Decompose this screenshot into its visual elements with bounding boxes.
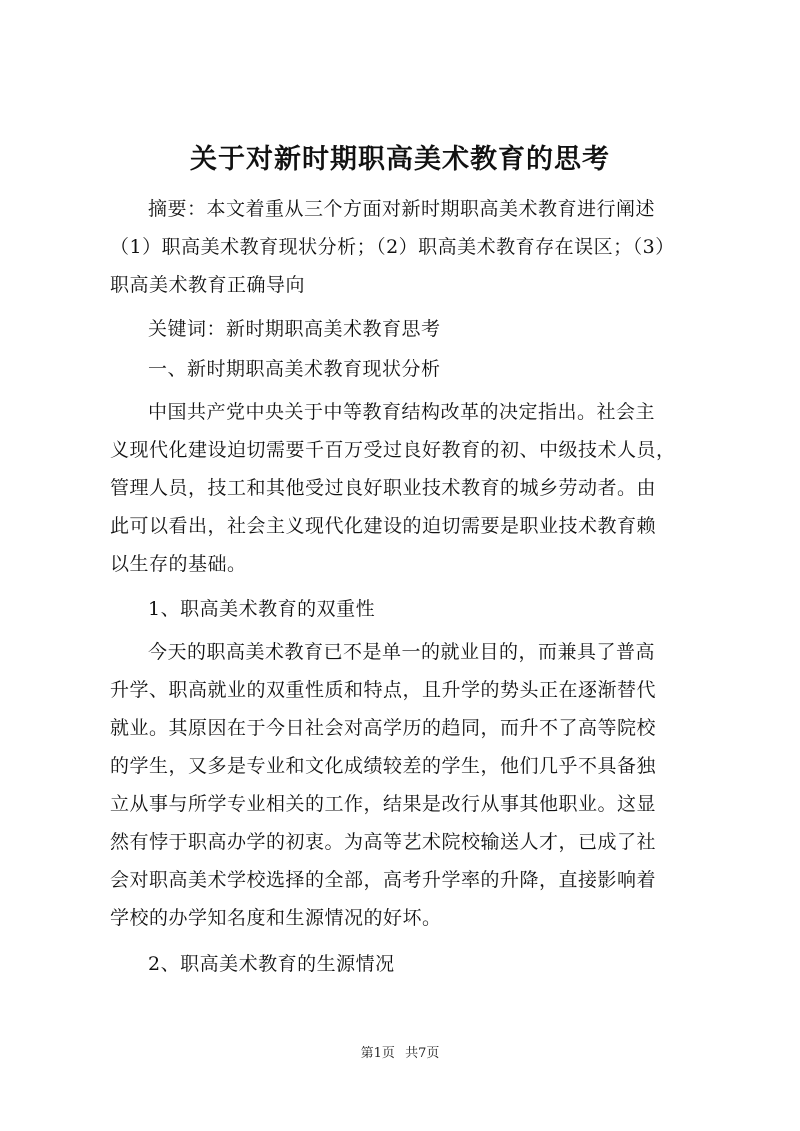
paragraph-2-line-5: 立从事与所学专业相关的工作，结果是改行从事其他职业。这显 xyxy=(110,793,657,815)
paragraph-2-line-8: 学校的办学知名度和生源情况的好坏。 xyxy=(110,907,442,929)
paragraph-1-line-5: 以生存的基础。 xyxy=(110,553,247,575)
page-number: 第1页 xyxy=(360,1046,395,1061)
subsection-heading-2: 2、职高美术教育的生源情况 xyxy=(148,953,395,975)
document-title: 关于对新时期职高美术教育的思考 xyxy=(190,144,610,175)
paragraph-1-line-1: 中国共产党中央关于中等教育结构改革的决定指出。社会主 xyxy=(148,401,656,423)
section-heading-1: 一、新时期职高美术教育现状分析 xyxy=(148,358,441,380)
paragraph-1-line-4: 此可以看出，社会主义现代化建设的迫切需要是职业技术教育赖 xyxy=(110,515,657,537)
keywords: 关键词：新时期职高美术教育思考 xyxy=(148,318,441,340)
paragraph-1-line-2: 义现代化建设迫切需要千百万受过良好教育的初、中级技术人员， xyxy=(110,439,676,461)
abstract-line-3: 职高美术教育正确导向 xyxy=(110,274,306,296)
abstract-line-1: 摘要：本文着重从三个方面对新时期职高美术教育进行阐述 xyxy=(148,198,656,220)
paragraph-2-line-6: 然有悖于职高办学的初衷。为高等艺术院校输送人才，已成了社 xyxy=(110,831,657,853)
page-total: 共7页 xyxy=(405,1046,440,1061)
paragraph-2-line-3: 就业。其原因在于今日社会对高学历的趋同，而升不了高等院校 xyxy=(110,717,657,739)
paragraph-2-line-1: 今天的职高美术教育已不是单一的就业目的，而兼具了普高 xyxy=(148,641,656,663)
subsection-heading-1: 1、职高美术教育的双重性 xyxy=(148,598,376,620)
paragraph-2-line-2: 升学、职高就业的双重性质和特点，且升学的势头正在逐渐替代 xyxy=(110,679,657,701)
paragraph-2-line-4: 的学生，又多是专业和文化成绩较差的学生，他们几乎不具备独 xyxy=(110,755,657,777)
paragraph-2-line-7: 会对职高美术学校选择的全部，高考升学率的升降，直接影响着 xyxy=(110,869,657,891)
page-footer xyxy=(0,1044,800,1064)
abstract-line-2: （1）职高美术教育现状分析；（2）职高美术教育存在误区；（3） xyxy=(110,236,675,258)
paragraph-1-line-3: 管理人员，技工和其他受过良好职业技术教育的城乡劳动者。由 xyxy=(110,477,657,499)
